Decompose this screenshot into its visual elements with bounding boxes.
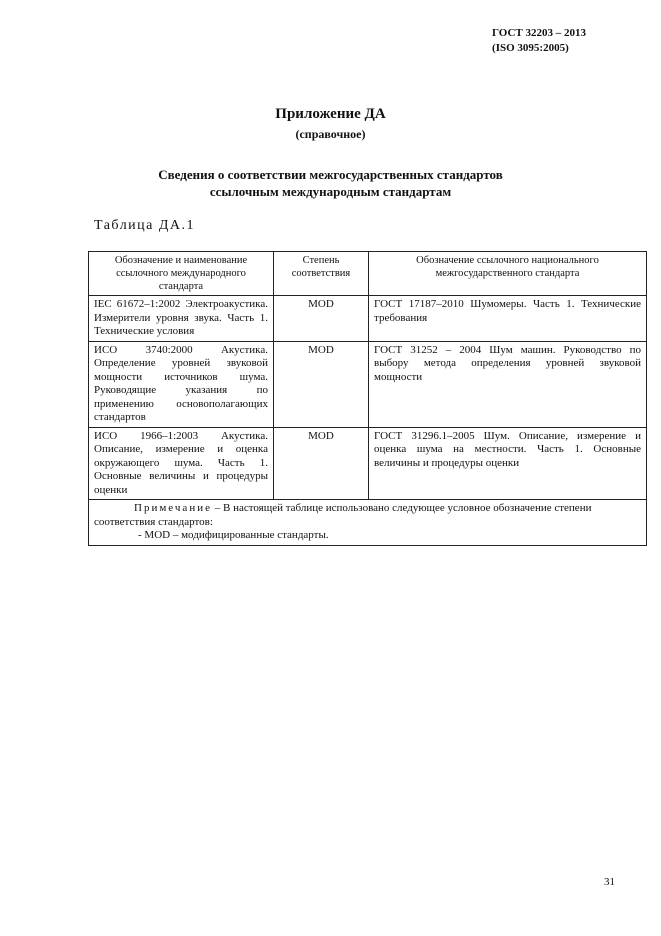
intl-standard-cell: ИСО 3740:2000 Акустика. Определение уровней звуковой мощности источников шума. Руководящие указания по применению основополагающих стандартов (89, 341, 274, 427)
national-standard-cell: ГОСТ 31296.1–2005 Шум. Описание, измерение и оценка шума на местности. Часть 1. Основные величины и процедуры оценки (369, 427, 647, 500)
table-row (89, 296, 647, 342)
degree-cell: MOD (274, 296, 369, 342)
header-intl-standard: Обозначение и наименование ссылочного международного стандарта (89, 252, 274, 296)
section-title-line2: ссылочным международным стандартам (209, 184, 452, 199)
section-title-line1: Сведения о соответствии межгосударственных стандартов (158, 167, 503, 182)
table-row (89, 427, 647, 500)
table-note-row (89, 500, 647, 546)
document-code (492, 26, 586, 56)
note-body: – В настоящей таблице использовано следующее условное обозначение степени соответствия стандартов: (94, 502, 592, 528)
header-degree: Степень соответствия (274, 252, 369, 296)
table-label: Таблица ДА.1 (94, 218, 196, 233)
document-code-line2: (ISO 3095:2005) (492, 42, 569, 54)
degree-cell: MOD (274, 427, 369, 500)
appendix-subtitle: (справочное) (295, 127, 366, 141)
document-code-line1: ГОСТ 32203 – 2013 (492, 27, 586, 39)
intl-standard-cell: IEC 61672–1:2002 Электроакустика. Измерители уровня звука. Часть 1. Технические условия (89, 296, 274, 342)
appendix-title: Приложение ДА (275, 106, 386, 122)
note-label: Примечание (134, 502, 212, 514)
table-header-row (89, 252, 647, 296)
national-standard-cell: ГОСТ 31252 – 2004 Шум машин. Руководство по выбору метода определения уровней звуковой мощности (369, 341, 647, 427)
table-note (89, 500, 647, 546)
section-title (0, 166, 661, 200)
correspondence-table (88, 251, 647, 546)
page-number: 31 (604, 876, 615, 888)
intl-standard-cell: ИСО 1966–1:2003 Акустика. Описание, измерение и оценка окружающего шума. Часть 1. Основные величины и процедуры оценки (89, 427, 274, 500)
note-text (94, 502, 641, 529)
degree-cell: MOD (274, 341, 369, 427)
header-national-standard: Обозначение ссылочного национального межгосударственного стандарта (369, 252, 647, 296)
national-standard-cell: ГОСТ 17187–2010 Шумомеры. Часть 1. Технические требования (369, 296, 647, 342)
table-row (89, 341, 647, 427)
note-legend-item: - MOD – модифицированные стандарты. (138, 529, 329, 541)
